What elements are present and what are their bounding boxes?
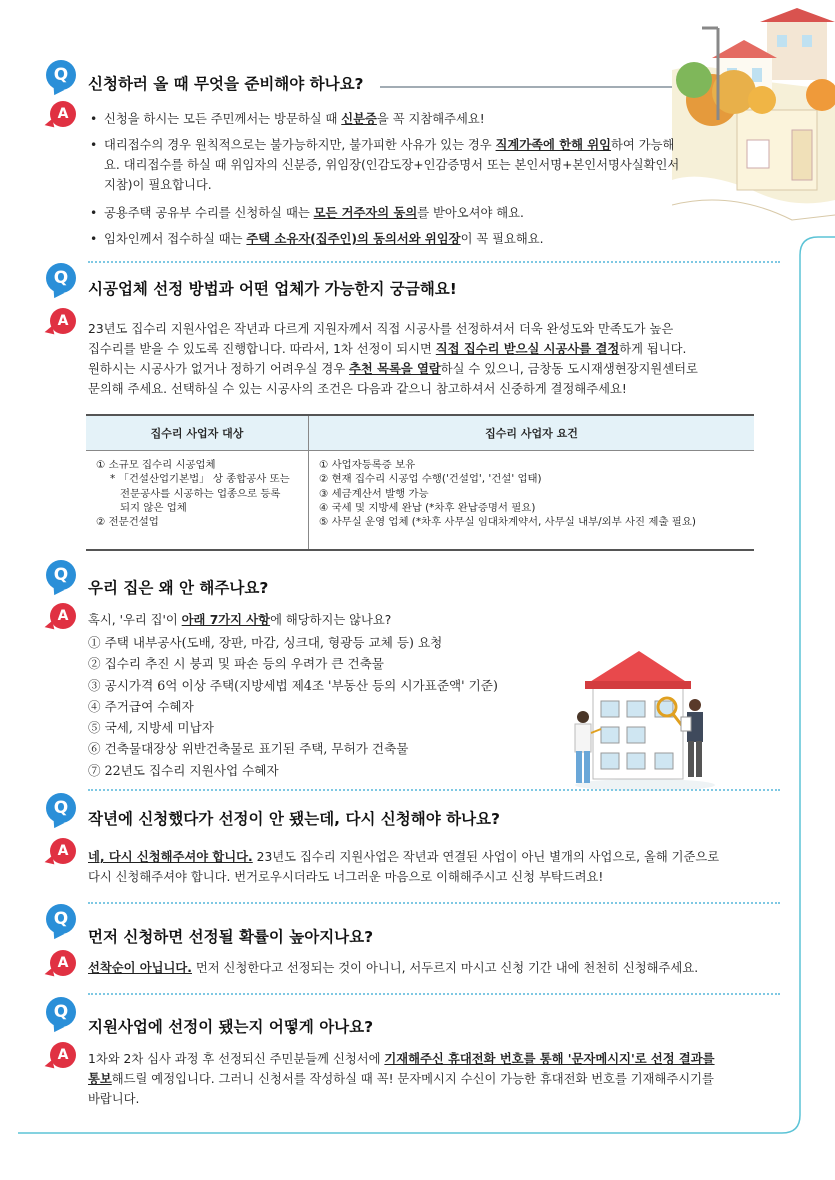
- house-inspection-illustration: [565, 645, 720, 795]
- village-illustration: [672, 0, 835, 240]
- question-title: 먼저 신청하면 선정될 확률이 높아지나요?: [88, 928, 374, 946]
- answer-icon: A: [50, 603, 76, 629]
- question-title: 지원사업에 선정이 됐는지 어떻게 아나요?: [88, 1018, 374, 1036]
- answer-icon: A: [50, 1042, 76, 1068]
- list-item: ⑤ 국세, 지방세 미납자: [88, 720, 214, 736]
- section-divider: [88, 261, 780, 263]
- answer-icon: A: [50, 101, 76, 127]
- section-divider: [88, 902, 780, 904]
- question-icon: Q: [46, 793, 76, 823]
- answer-icon: A: [50, 950, 76, 976]
- section-divider: [88, 993, 780, 995]
- question-icon: Q: [46, 997, 76, 1027]
- question-title: 시공업체 선정 방법과 어떤 업체가 가능한지 궁금해요!: [88, 280, 457, 298]
- answer-text: 네, 다시 신청해주셔야 합니다. 23년도 집수리 지원사업은 작년과 연결된 사업이 아닌 별개의 사업으로, 올해 기준으로 다시 신청해주셔야 합니다. 번거로우시더라도 너그러운 마음으로 이해해주시고 신청 부탁드려요!: [88, 850, 720, 884]
- list-item: ② 집수리 추진 시 붕괴 및 파손 등의 우려가 큰 건축물: [88, 656, 384, 672]
- answer-text: 1차와 2차 심사 과정 후 선정되신 주민분들께 신청서에 기재해주신 휴대전화 번호를 통해 '문자메시지'로 선정 결과를 통보해드릴 예정입니다. 그러니 신청서를 작성하실 때 꼭! 문자메시지 수신이 가능한 휴대전화 번호를 기재해주시기를 바랍니다.: [88, 1052, 715, 1106]
- contractor-requirements-table: [86, 414, 754, 551]
- table-header: 집수리 사업자 요건: [309, 415, 755, 451]
- answer-icon: A: [50, 838, 76, 864]
- exclusion-list: [88, 632, 498, 781]
- question-title: 우리 집은 왜 안 해주나요?: [88, 579, 269, 597]
- question-icon: Q: [46, 560, 76, 590]
- answer-text: 23년도 집수리 지원사업은 작년과 다르게 지원자께서 직접 시공사를 선정하셔서 더욱 완성도와 만족도가 높은 집수리를 받을 수 있도록 진행합니다. 따라서, 1차 선정이 되시면 직접 집수리 받으실 시공사를 결정하게 됩니다. 원하시는 시공사가 없거나 정하기 어려우실 경우 추천 목록을 열람하실 수 있으니, 금창동 도시재생현장지원센터로 문의해 주세요. 선택하실 수 있는 시공사의 조건은 다음과 같으니 참고하셔서 신중하게 결정해주세요!: [88, 322, 698, 396]
- list-item: ④ 주거급여 수혜자: [88, 698, 194, 714]
- list-item: ③ 공시가격 6억 이상 주택(지방세법 제4조 '부동산 등의 시가표준액' 기준): [88, 677, 498, 693]
- table-cell-target: ① 소규모 집수리 시공업체 * 「건설산업기본법」 상 종합공사 또는 전문공사를 시공하는 업종으로 등록 되지 않은 업체 ② 전문건설업: [86, 451, 309, 551]
- question-title: 신청하러 올 때 무엇을 준비해야 하나요?: [88, 75, 364, 93]
- answer-intro: 혹시, '우리 집'이 아래 7가지 사항에 해당하지는 않나요?: [88, 613, 392, 627]
- list-item: ⑥ 건축물대장상 위반건축물로 표기된 주택, 무허가 건축물: [88, 741, 409, 757]
- table-header: 집수리 사업자 대상: [86, 415, 309, 451]
- answer-icon: A: [50, 308, 76, 334]
- section-divider: [88, 789, 780, 791]
- answer-text: 선착순이 아닙니다. 먼저 신청한다고 선정되는 것이 아니니, 서두르지 마시고 신청 기간 내에 천천히 신청해주세요.: [88, 961, 699, 975]
- list-item: ① 주택 내부공사(도배, 장판, 마감, 싱크대, 형광등 교체 등) 요청: [88, 635, 443, 650]
- list-item: ⑦ 22년도 집수리 지원사업 수혜자: [88, 762, 279, 778]
- question-icon: Q: [46, 60, 76, 90]
- question-icon: Q: [46, 904, 76, 934]
- table-cell-requirements: ① 사업자등록증 보유 ② 현재 집수리 시공업 수행('건설업', '건설' 업태) ③ 세금계산서 발행 가능 ④ 국세 및 지방세 완납 (*차후 완납증명서 필요) ⑤ 사무실 운영 업체 (*차후 사무실 임대차계약서, 사무실 내부/외부 사진 제출 필요): [309, 451, 755, 551]
- question-icon: Q: [46, 263, 76, 293]
- question-title: 작년에 신청했다가 선정이 안 됐는데, 다시 신청해야 하나요?: [88, 810, 501, 828]
